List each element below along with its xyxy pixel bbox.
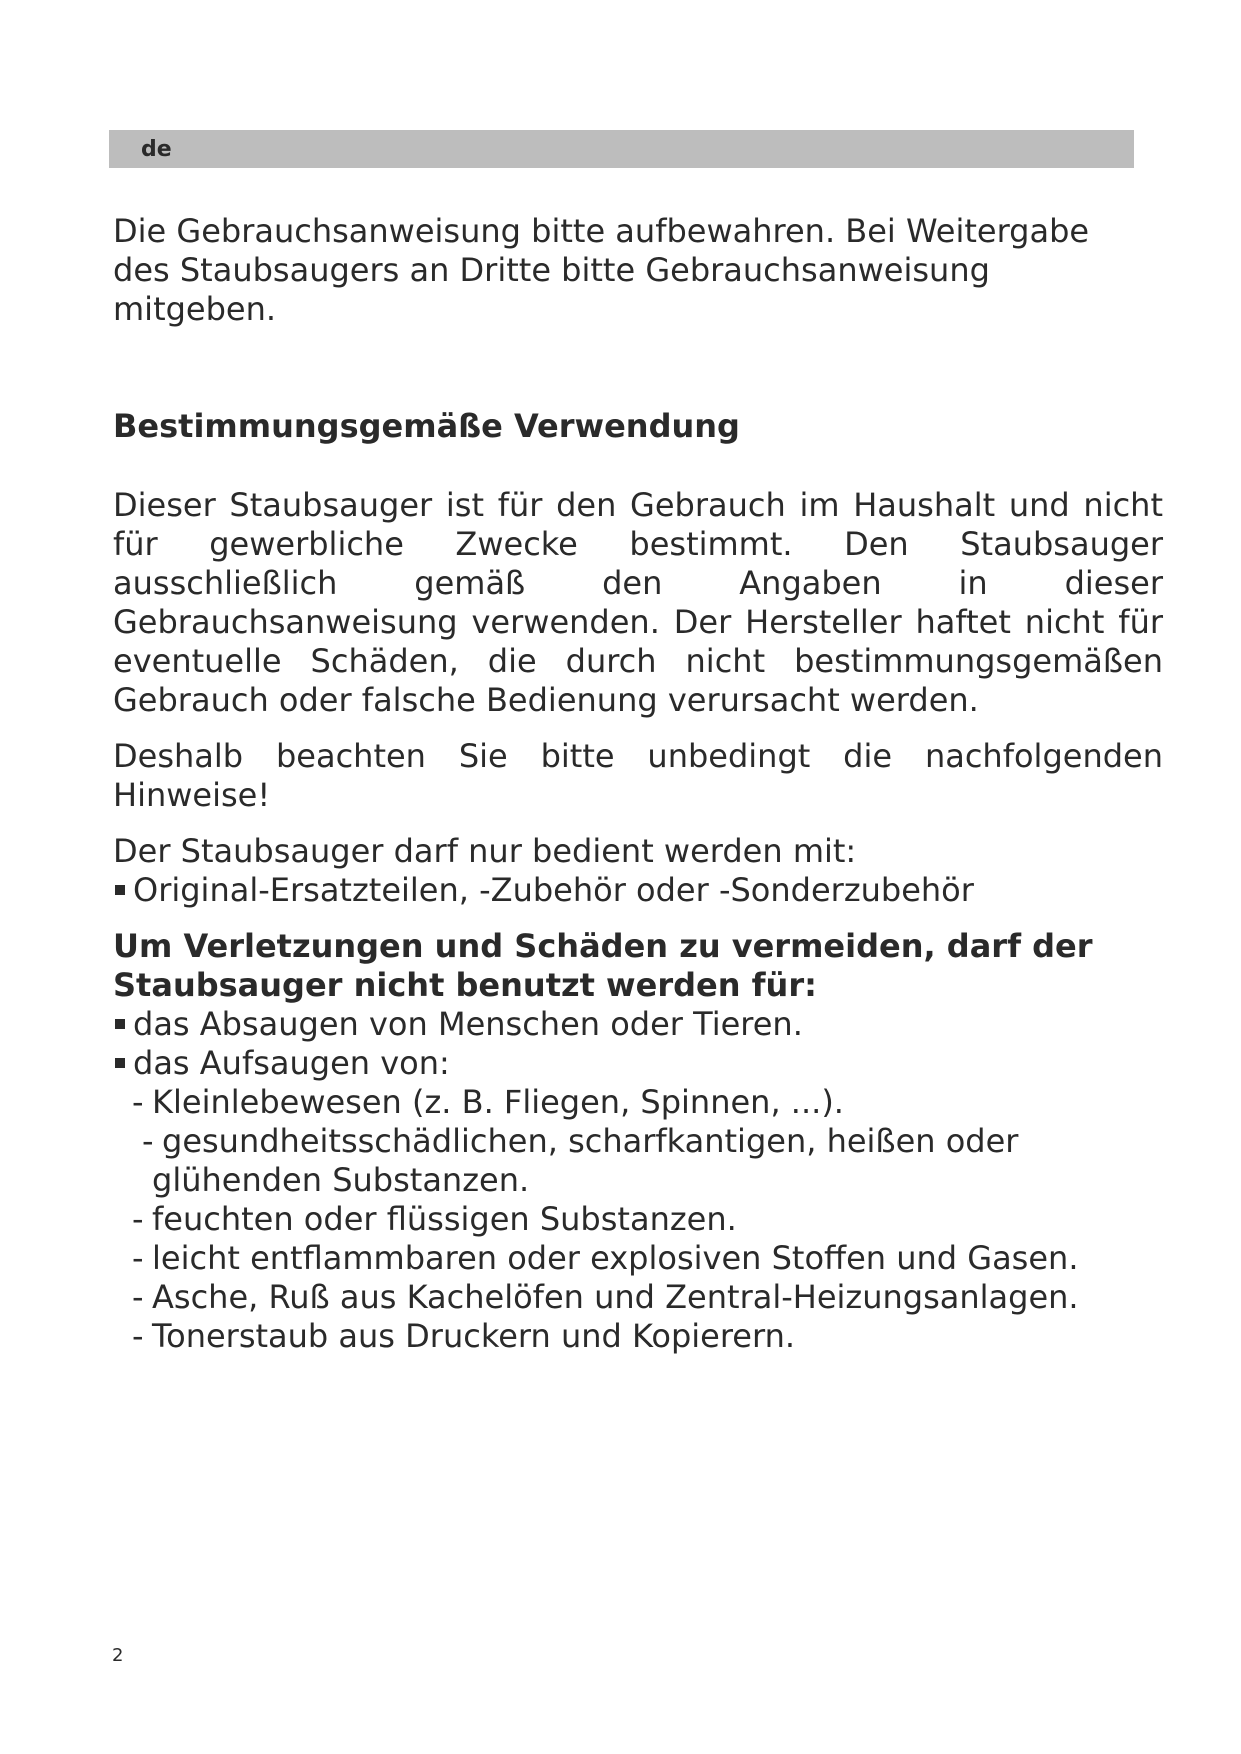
language-header-bar [109, 130, 1134, 168]
allowed-block [113, 832, 1163, 910]
allowed-list [113, 871, 1163, 910]
intro-paragraph: Die Gebrauchsanweisung bitte aufbewahren. Bei Weitergabe des Staubsaugers an Dritte bitte Gebrauchsanweisung mitgeben. [113, 212, 1090, 328]
bullet-icon [115, 885, 125, 895]
sublist-item [132, 1200, 1163, 1239]
sublist-item-text: gesundheitsschädlichen, scharfkantigen, heißen oder glühenden Substanzen. [152, 1122, 1019, 1199]
dash-marker: - [132, 1083, 144, 1121]
dash-marker: - [132, 1317, 144, 1355]
language-label: de [141, 137, 172, 162]
usage-paragraph: Dieser Staubsauger ist für den Gebrauch im Haushalt und nicht für gewerbliche Zwecke bestimmt. Den Staubsauger ausschließlich gemäß den Angaben in dieser Gebrauchsanweisung verwenden. Der Hersteller haftet nicht für eventuelle Schäden, die durch nicht bestimmungsgemäßen Gebrauch oder falsche Bedienung verursacht werden. [113, 486, 1163, 719]
sublist-item-text: leicht entflammbaren oder explosiven Stoffen und Gasen. [152, 1239, 1079, 1277]
forbidden-list [113, 1005, 1163, 1083]
section-heading: Bestimmungsgemäße Verwendung [113, 407, 740, 445]
bullet-icon [115, 1019, 125, 1029]
dash-marker: - [132, 1200, 144, 1238]
sublist-item [132, 1083, 1163, 1122]
bullet-icon [115, 1058, 125, 1068]
list-item [113, 1005, 1163, 1044]
dash-marker: - [142, 1122, 154, 1160]
sublist-item-text: Kleinlebewesen (z. B. Fliegen, Spinnen, ...). [152, 1083, 844, 1121]
sublist-item [132, 1122, 1163, 1200]
list-item [113, 1044, 1163, 1083]
page-number: 2 [112, 1645, 124, 1666]
sublist-item-text: feuchten oder flüssigen Substanzen. [152, 1200, 737, 1238]
sublist-item [132, 1317, 1163, 1356]
sublist-item-text: Asche, Ruß aus Kachelöfen und Zentral-Heizungsanlagen. [152, 1278, 1079, 1316]
sublist-item-text: Tonerstaub aus Druckern und Kopierern. [152, 1317, 796, 1355]
list-item-text: Original-Ersatzteilen, -Zubehör oder -Sonderzubehör [133, 871, 974, 909]
list-item-text: das Aufsaugen von: [133, 1044, 450, 1082]
sublist-item [132, 1278, 1163, 1317]
list-item [113, 871, 1163, 910]
list-item-text: das Absaugen von Menschen oder Tieren. [133, 1005, 803, 1043]
forbidden-sublist [113, 1083, 1163, 1356]
notice-paragraph: Deshalb beachten Sie bitte unbedingt die nachfolgenden Hinweise! [113, 737, 1163, 814]
dash-marker: - [132, 1278, 144, 1316]
dash-marker: - [132, 1239, 144, 1277]
allowed-intro: Der Staubsauger darf nur bedient werden mit: [113, 832, 857, 870]
sublist-item [132, 1239, 1163, 1278]
document-body [113, 212, 1163, 1356]
warning-paragraph: Um Verletzungen und Schäden zu vermeiden, darf der Staubsauger nicht benutzt werden für: [113, 927, 1093, 1004]
